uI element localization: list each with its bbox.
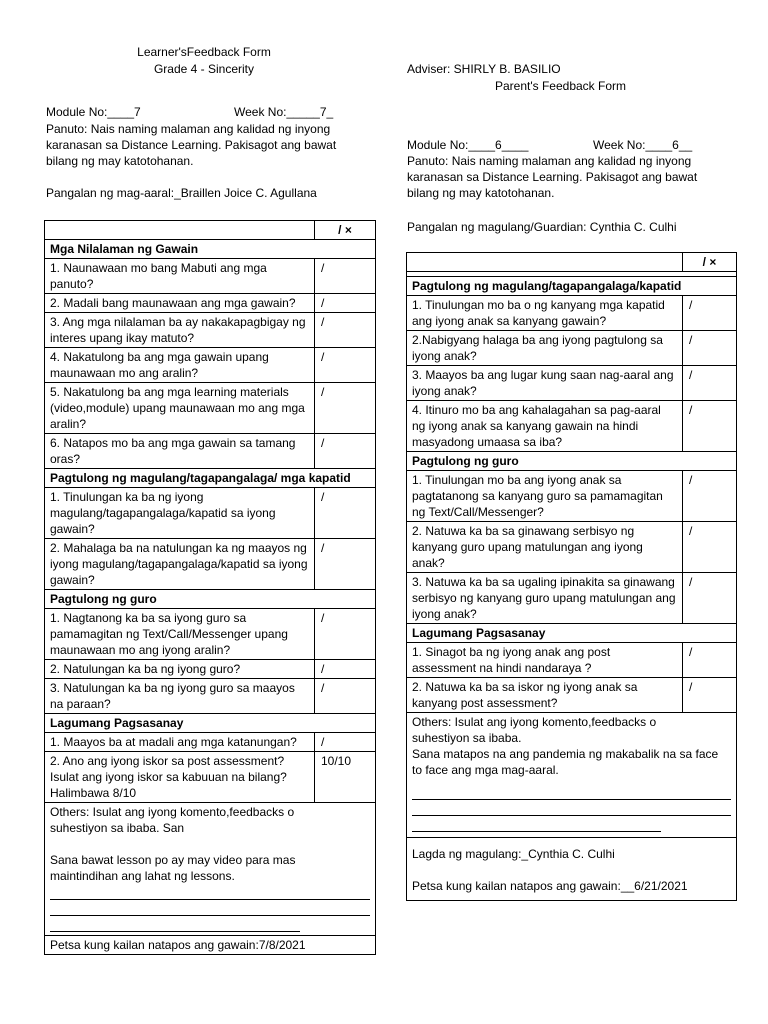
question-text: 1. Nagtanong ka ba sa iyong guro sa pamamagitan ng Text/Call/Messenger upang maunawaan mo ang iyong aralin? [45,609,315,660]
comment-line [412,816,661,832]
table-row [45,609,376,660]
answer-mark: / [683,573,737,624]
comments-cell [45,803,376,936]
right-panuto-2: karanasan sa Distance Learning. Pakisagot ang bawat [407,170,698,184]
question-header-cell [45,221,315,240]
table-row [45,488,376,539]
table-row [407,366,737,401]
answer-mark: / [683,678,737,713]
answer-mark: 10/10 [315,752,376,803]
table-row [407,401,737,452]
answer-mark: / [315,488,376,539]
others-prompt-2: suhestiyon sa ibaba. [412,731,522,745]
completion-date: Petsa kung kailan natapos ang gawain:__6/21/2021 [412,879,688,893]
right-module-no: Module No:____6____ [407,138,529,152]
guardian-name: Pangalan ng magulang/Guardian: Cynthia C. Culhi [407,220,677,234]
learner-feedback-table [44,220,376,955]
completion-date: Petsa kung kailan natapos ang gawain:7/8/2021 [45,936,376,955]
section-row [45,469,376,488]
right-form-title: Parent's Feedback Form [495,79,627,93]
answer-mark: / [315,679,376,714]
left-panuto-1: Panuto: Nais naming malaman ang kalidad ng inyong [46,122,331,136]
answer-mark: / [683,331,737,366]
section-row [407,452,737,471]
mark-header-cell: / × [683,253,737,272]
question-text: 1. Tinulungan ka ba ng iyong magulang/tagapangalaga/kapatid sa iyong gawain? [45,488,315,539]
question-text: 5. Nakatulong ba ang mga learning materials (video,module) upang maunawaan mo ang mga aralin? [45,383,315,434]
section-row [45,590,376,609]
question-text: 3. Maayos ba ang lugar kung saan nag-aaral ang iyong anak? [407,366,683,401]
parent-feedback-table [406,252,737,901]
question-text: 4. Itinuro mo ba ang kahalagahan sa pag-aaral ng iyong anak sa kanyang gawain na hindi masyadong umaasa sa iba? [407,401,683,452]
table-row [45,539,376,590]
answer-mark: / [315,294,376,313]
table-row [407,678,737,713]
answer-mark: / [315,660,376,679]
question-text: 6. Natapos mo ba ang mga gawain sa tamang oras? [45,434,315,469]
question-text: 2. Mahalaga ba na natulungan ka ng maayos ng iyong magulang/tagapangalaga/kapatid sa iyong gawain? [45,539,315,590]
question-text: 2. Natuwa ka ba sa ginawang serbisyo ng kanyang guro upang matulungan ang iyong anak? [407,522,683,573]
answer-mark: / [683,296,737,331]
table-header-row [407,253,737,272]
right-panuto-1: Panuto: Nais naming malaman ang kalidad ng inyong [407,154,692,168]
left-panuto-3: bilang ng may katotohanan. [46,154,194,168]
answer-mark: / [683,401,737,452]
section-title: Pagtulong ng magulang/tagapangalaga/ mga kapatid [45,469,376,488]
question-text: 2. Ano ang iyong iskor sa post assessment? Isulat ang iyong iskor sa kabuuan na bilang? Halimbawa 8/10 [45,752,315,803]
answer-mark: / [683,522,737,573]
adviser-name: Adviser: SHIRLY B. BASILIO [407,62,561,76]
section-title: Lagumang Pagsasanay [407,624,737,643]
question-text: 1. Tinulungan mo ba o ng kanyang mga kapatid ang iyong anak sa kanyang gawain? [407,296,683,331]
comments-row [45,803,376,936]
answer-mark: / [683,643,737,678]
table-row [45,752,376,803]
question-text: 3. Natuwa ka ba sa ugaling ipinakita sa ginawang serbisyo ng kanyang guro upang matulungan ang iyong anak? [407,573,683,624]
comments-row [407,713,737,838]
section-row [45,240,376,259]
comment-line [50,884,370,900]
answer-mark: / [315,539,376,590]
table-row [45,259,376,294]
question-text: 1. Tinulungan mo ba ang iyong anak sa pagtatanong sa kanyang guro sa pamamagitan ng Text/Call/Messenger? [407,471,683,522]
comment-line [50,900,370,916]
section-title: Pagtulong ng guro [407,452,737,471]
left-module-no: Module No:____7 [46,105,141,119]
left-week-no: Week No:_____7_ [234,105,334,119]
others-prompt-1: Others: Isulat ang iyong komento,feedbacks o [412,715,657,729]
table-row [407,643,737,678]
section-row [45,714,376,733]
answer-mark: / [315,434,376,469]
left-panuto-2: karanasan sa Distance Learning. Pakisagot ang bawat [46,138,337,152]
comment-line [412,800,731,816]
date-row [45,936,376,955]
parent-comment: Sana matapos na ang pandemia ng makabalik na sa face to face ang mga mag-aaral. [412,747,719,777]
comments-cell [407,713,737,838]
question-text: 1. Naunawaan mo bang Mabuti ang mga panuto? [45,259,315,294]
question-text: 2. Natulungan ka ba ng iyong guro? [45,660,315,679]
table-row [407,296,737,331]
signature-cell [407,838,737,901]
mark-header-cell: / × [315,221,376,240]
comment-line [50,916,300,932]
table-row [45,383,376,434]
learner-comment: Sana bawat lesson po ay may video para mas maintindihan ang lahat ng lessons. [50,853,296,883]
question-text: 3. Ang mga nilalaman ba ay nakakapagbigay ng interes upang ikay matuto? [45,313,315,348]
answer-mark: / [315,609,376,660]
table-row [407,573,737,624]
left-grade: Grade 4 - Sincerity [153,62,255,76]
answer-mark: / [683,366,737,401]
parent-signature: Lagda ng magulang:_Cynthia C. Culhi [412,847,615,861]
table-row [407,522,737,573]
table-row [45,348,376,383]
table-header-row [45,221,376,240]
table-row [45,294,376,313]
left-form-title: Learner'sFeedback Form [137,45,271,59]
section-title: Lagumang Pagsasanay [45,714,376,733]
answer-mark: / [315,348,376,383]
table-row [45,660,376,679]
question-text: 2.Nabigyang halaga ba ang iyong pagtulong sa iyong anak? [407,331,683,366]
table-row [45,733,376,752]
table-row [45,313,376,348]
table-row [45,679,376,714]
question-header-cell [407,253,683,272]
answer-mark: / [315,733,376,752]
question-text: 4. Nakatulong ba ang mga gawain upang maunawaan mo ang aralin? [45,348,315,383]
table-row [407,331,737,366]
section-title: Pagtulong ng guro [45,590,376,609]
question-text: 2. Madali bang maunawaan ang mga gawain? [45,294,315,313]
others-prompt-1: Others: Isulat ang iyong komento,feedbacks o [50,805,295,819]
table-row [407,471,737,522]
answer-mark: / [683,471,737,522]
right-panuto-3: bilang ng may katotohanan. [407,186,555,200]
question-text: 1. Maayos ba at madali ang mga katanungan? [45,733,315,752]
section-title: Mga Nilalaman ng Gawain [45,240,376,259]
right-week-no: Week No:____6__ [593,138,693,152]
table-row [45,434,376,469]
section-row [407,624,737,643]
answer-mark: / [315,313,376,348]
question-text: 2. Natuwa ka ba sa iskor ng iyong anak sa kanyang post assessment? [407,678,683,713]
question-text: 1. Sinagot ba ng iyong anak ang post assessment na hindi nandaraya ? [407,643,683,678]
section-title: Pagtulong ng magulang/tagapangalaga/kapatid [407,277,737,296]
left-student-name: Pangalan ng mag-aaral:_Braillen Joice C. Agullana [46,186,317,200]
comment-line [412,784,731,800]
section-row [407,277,737,296]
answer-mark: / [315,383,376,434]
signature-row [407,838,737,901]
answer-mark: / [315,259,376,294]
question-text: 3. Natulungan ka ba ng iyong guro sa maayos na paraan? [45,679,315,714]
others-prompt-2: suhestiyon sa ibaba. San [50,821,185,835]
